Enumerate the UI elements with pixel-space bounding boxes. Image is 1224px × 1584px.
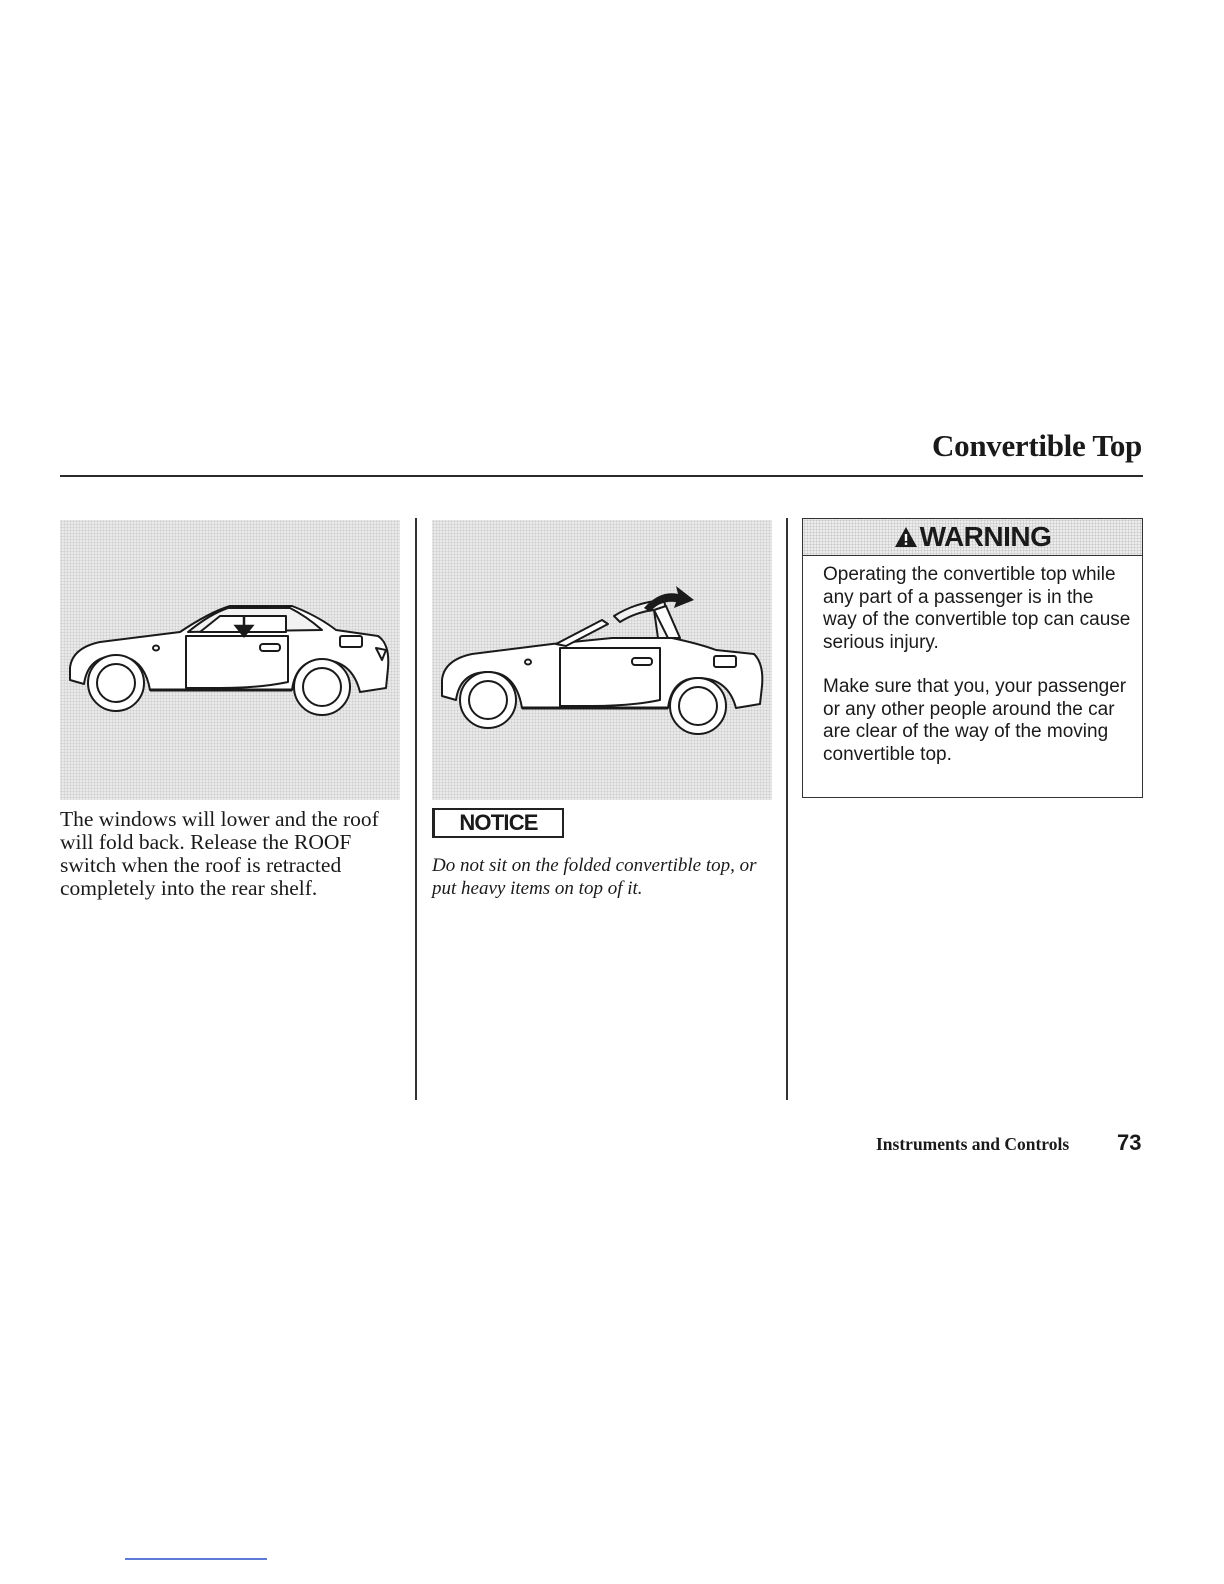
page-number: 73 (1117, 1130, 1142, 1155)
column-divider (786, 518, 788, 1100)
warning-label: WARNING (919, 521, 1052, 552)
bottom-underline (125, 1558, 267, 1560)
car-roof-closed-illustration (60, 520, 400, 800)
column-divider (415, 518, 417, 1100)
warning-box (802, 518, 1143, 798)
warning-paragraph: Make sure that you, your passenger or any other people around the car are clear of the way of the moving convertible top. (823, 676, 1127, 765)
notice-text: Do not sit on the folded convertible top, or put heavy items on top of it. (432, 855, 757, 899)
warning-header (803, 519, 1142, 556)
warning-triangle-icon (894, 526, 918, 548)
warning-paragraph: Operating the convertible top while any part of a passenger is in the way of the convertible top can cause serious injury. (823, 564, 1131, 653)
notice-label: NOTICE (432, 808, 564, 838)
page-title: Convertible Top (932, 428, 1142, 463)
roof-retract-instructions: The windows will lower and the roof will fold back. Release the ROOF switch when the roof is retracted completely into the rear shelf. (60, 807, 379, 900)
footer-section-title: Instruments and Controls (876, 1134, 1070, 1154)
warning-body (803, 556, 1142, 766)
car-roof-folding-illustration (432, 520, 772, 800)
title-rule (60, 475, 1143, 477)
